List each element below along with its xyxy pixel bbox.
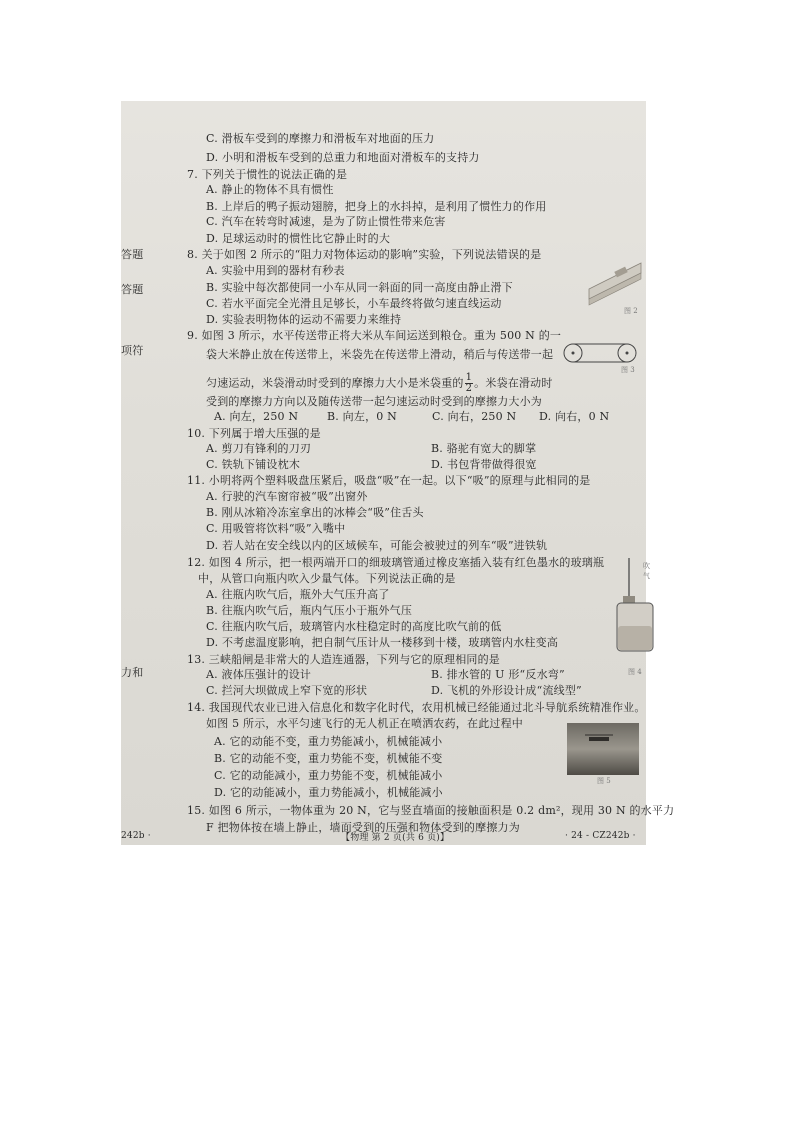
- q9-option-b: B. 向左，0 N: [327, 410, 397, 423]
- q14-option-c: C. 它的动能减小，重力势能不变，机械能减小: [214, 769, 443, 782]
- q12-option-b: B. 往瓶内吹气后，瓶内气压小于瓶外气压: [206, 604, 413, 617]
- q13-option-a: A. 液体压强计的设计: [206, 668, 312, 681]
- q12-option-a: A. 往瓶内吹气后，瓶外大气压升高了: [206, 588, 390, 601]
- margin-text-2: 答题: [121, 283, 144, 296]
- q7-option-c: C. 汽车在转弯时减速，是为了防止惯性带来危害: [206, 215, 446, 228]
- page-footer-code: · 24 - CZ242b ·: [565, 831, 636, 841]
- q15-stem-line-2: F 把物体按在墙上静止，墙面受到的压强和物体受到的摩擦力为: [206, 821, 520, 834]
- margin-text-1: 答题: [121, 248, 144, 261]
- q11-option-d: D. 若人站在安全线以内的区域候车，可能会被驶过的列车“吸”进铁轨: [206, 539, 548, 552]
- q9-option-d: D. 向右，0 N: [539, 410, 610, 423]
- figure-2-caption: 图 2: [624, 307, 638, 315]
- q7-option-b: B. 上岸后的鸭子振动翅膀，把身上的水抖掉，是利用了惯性力的作用: [206, 200, 547, 213]
- q11-option-a: A. 行驶的汽车窗帘被“吸”出窗外: [206, 490, 368, 503]
- q9-stem-line-1: 9. 如图 3 所示，水平传送带正将大米从车间运送到粮仓。重为 500 N 的一: [187, 329, 562, 342]
- q10-option-a: A. 剪刀有锋利的刀刃: [206, 442, 312, 455]
- q9-option-c: C. 向右，250 N: [432, 410, 517, 423]
- margin-text-3: 项符: [121, 344, 144, 357]
- q10-stem: 10. 下列属于增大压强的是: [187, 427, 321, 440]
- q9-stem-line-3-text: 匀速运动，米袋滑动时受到的摩擦力大小是米袋重的: [206, 376, 464, 390]
- q14-stem-line-2: 如图 5 所示，水平匀速飞行的无人机正在喷洒农药，在此过程中: [206, 717, 523, 730]
- q13-stem: 13. 三峡船闸是非常大的人造连通器，下列与它的原理相同的是: [187, 653, 500, 666]
- figure-4-caption: 图 4: [628, 668, 642, 676]
- figure-3-caption: 图 3: [621, 366, 635, 374]
- figure-4-bottle-barometer: [615, 556, 657, 660]
- q11-option-c: C. 用吸管将饮料“吸”入嘴中: [206, 522, 346, 535]
- q14-stem-line-1: 14. 我国现代农业已进入信息化和数字化时代，农用机械已经能通过北斗导航系统精准作业。: [187, 701, 646, 714]
- q9-stem-line-2: 袋大米静止放在传送带上，米袋先在传送带上滑动，稍后与传送带一起: [206, 348, 554, 361]
- q7-option-d: D. 足球运动时的惯性比它静止时的大: [206, 232, 391, 245]
- q12-option-c: C. 往瓶内吹气后，玻璃管内水柱稳定时的高度比吹气前的低: [206, 620, 502, 633]
- q14-option-d: D. 它的动能减小，重力势能减小，机械能减小: [214, 786, 443, 799]
- q7-stem: 7. 下列关于惯性的说法正确的是: [187, 168, 348, 181]
- q10-option-d: D. 书包背带做得很宽: [431, 458, 537, 471]
- q13-option-d: D. 飞机的外形设计成“流线型”: [431, 684, 582, 697]
- fraction-numerator: 1: [465, 372, 473, 383]
- q8-option-c: C. 若水平面完全光滑且足够长，小车最终将做匀速直线运动: [206, 297, 502, 310]
- margin-text-4: 力和: [121, 666, 144, 679]
- q6-option-c: C. 滑板车受到的摩擦力和滑板车对地面的压力: [206, 132, 435, 145]
- margin-text-5: 242b ·: [121, 831, 151, 841]
- q14-option-a: A. 它的动能不变，重力势能减小，机械能减小: [214, 735, 443, 748]
- q10-option-b: B. 骆驼有宽大的脚掌: [431, 442, 537, 455]
- q12-stem-line-2: 中，从管口向瓶内吹入少量气体。下列说法正确的是: [198, 572, 456, 585]
- q11-option-b: B. 刚从冰箱冷冻室拿出的冰棒会“吸”住舌头: [206, 506, 424, 519]
- q13-option-c: C. 拦河大坝做成上窄下宽的形状: [206, 684, 368, 697]
- q8-option-d: D. 实验表明物体的运动不需要力来维持: [206, 313, 402, 326]
- q8-option-a: A. 实验中用到的器材有秒表: [206, 264, 345, 277]
- q11-stem: 11. 小明将两个塑料吸盘压紧后，吸盘“吸”在一起。以下“吸”的原理与此相同的是: [187, 474, 591, 487]
- q14-option-b: B. 它的动能不变，重力势能不变，机械能不变: [214, 752, 443, 765]
- q8-option-b: B. 实验中每次都使同一小车从同一斜面的同一高度由静止滑下: [206, 281, 513, 294]
- q9-stem-line-3-tail: 。米袋在滑动时: [474, 376, 553, 390]
- page-footer: 【物理 第 2 页(共 6 页)】: [341, 833, 450, 843]
- q12-stem-line-1: 12. 如图 4 所示，把一根两端开口的细玻璃管通过橡皮塞插入装有红色墨水的玻璃瓶: [187, 556, 605, 569]
- figure-5-drone-photo: [567, 723, 639, 775]
- q15-stem-line-1: 15. 如图 6 所示，一物体重为 20 N，它与竖直墙面的接触面积是 0.2 dm²，现用 30 N 的水平力: [187, 804, 675, 817]
- q6-option-d: D. 小明和滑板车受到的总重力和地面对滑板车的支持力: [206, 151, 480, 164]
- fraction-denominator: 2: [465, 383, 473, 394]
- q12-option-d: D. 不考虑温度影响，把自制气压计从一楼移到十楼，玻璃管内水柱变高: [206, 636, 559, 649]
- q9-option-a: A. 向左，250 N: [214, 410, 299, 423]
- q9-stem-line-4: 受到的摩擦力方向以及随传送带一起匀速运动时受到的摩擦力大小为: [206, 395, 542, 408]
- q9-stem-line-3: [206, 373, 553, 394]
- figure-5-caption: 图 5: [597, 777, 611, 785]
- fraction-one-half: [465, 373, 474, 394]
- q10-option-c: C. 铁轨下铺设枕木: [206, 458, 301, 471]
- photographed-exam-page: [121, 101, 675, 845]
- figure-4-blow-label: 吹气: [643, 562, 650, 580]
- q7-option-a: A. 静止的物体不具有惯性: [206, 183, 334, 196]
- q13-option-b: B. 排水管的 U 形“反水弯”: [431, 668, 565, 681]
- q8-stem: 8. 关于如图 2 所示的“阻力对物体运动的影响”实验，下列说法错误的是: [187, 248, 542, 261]
